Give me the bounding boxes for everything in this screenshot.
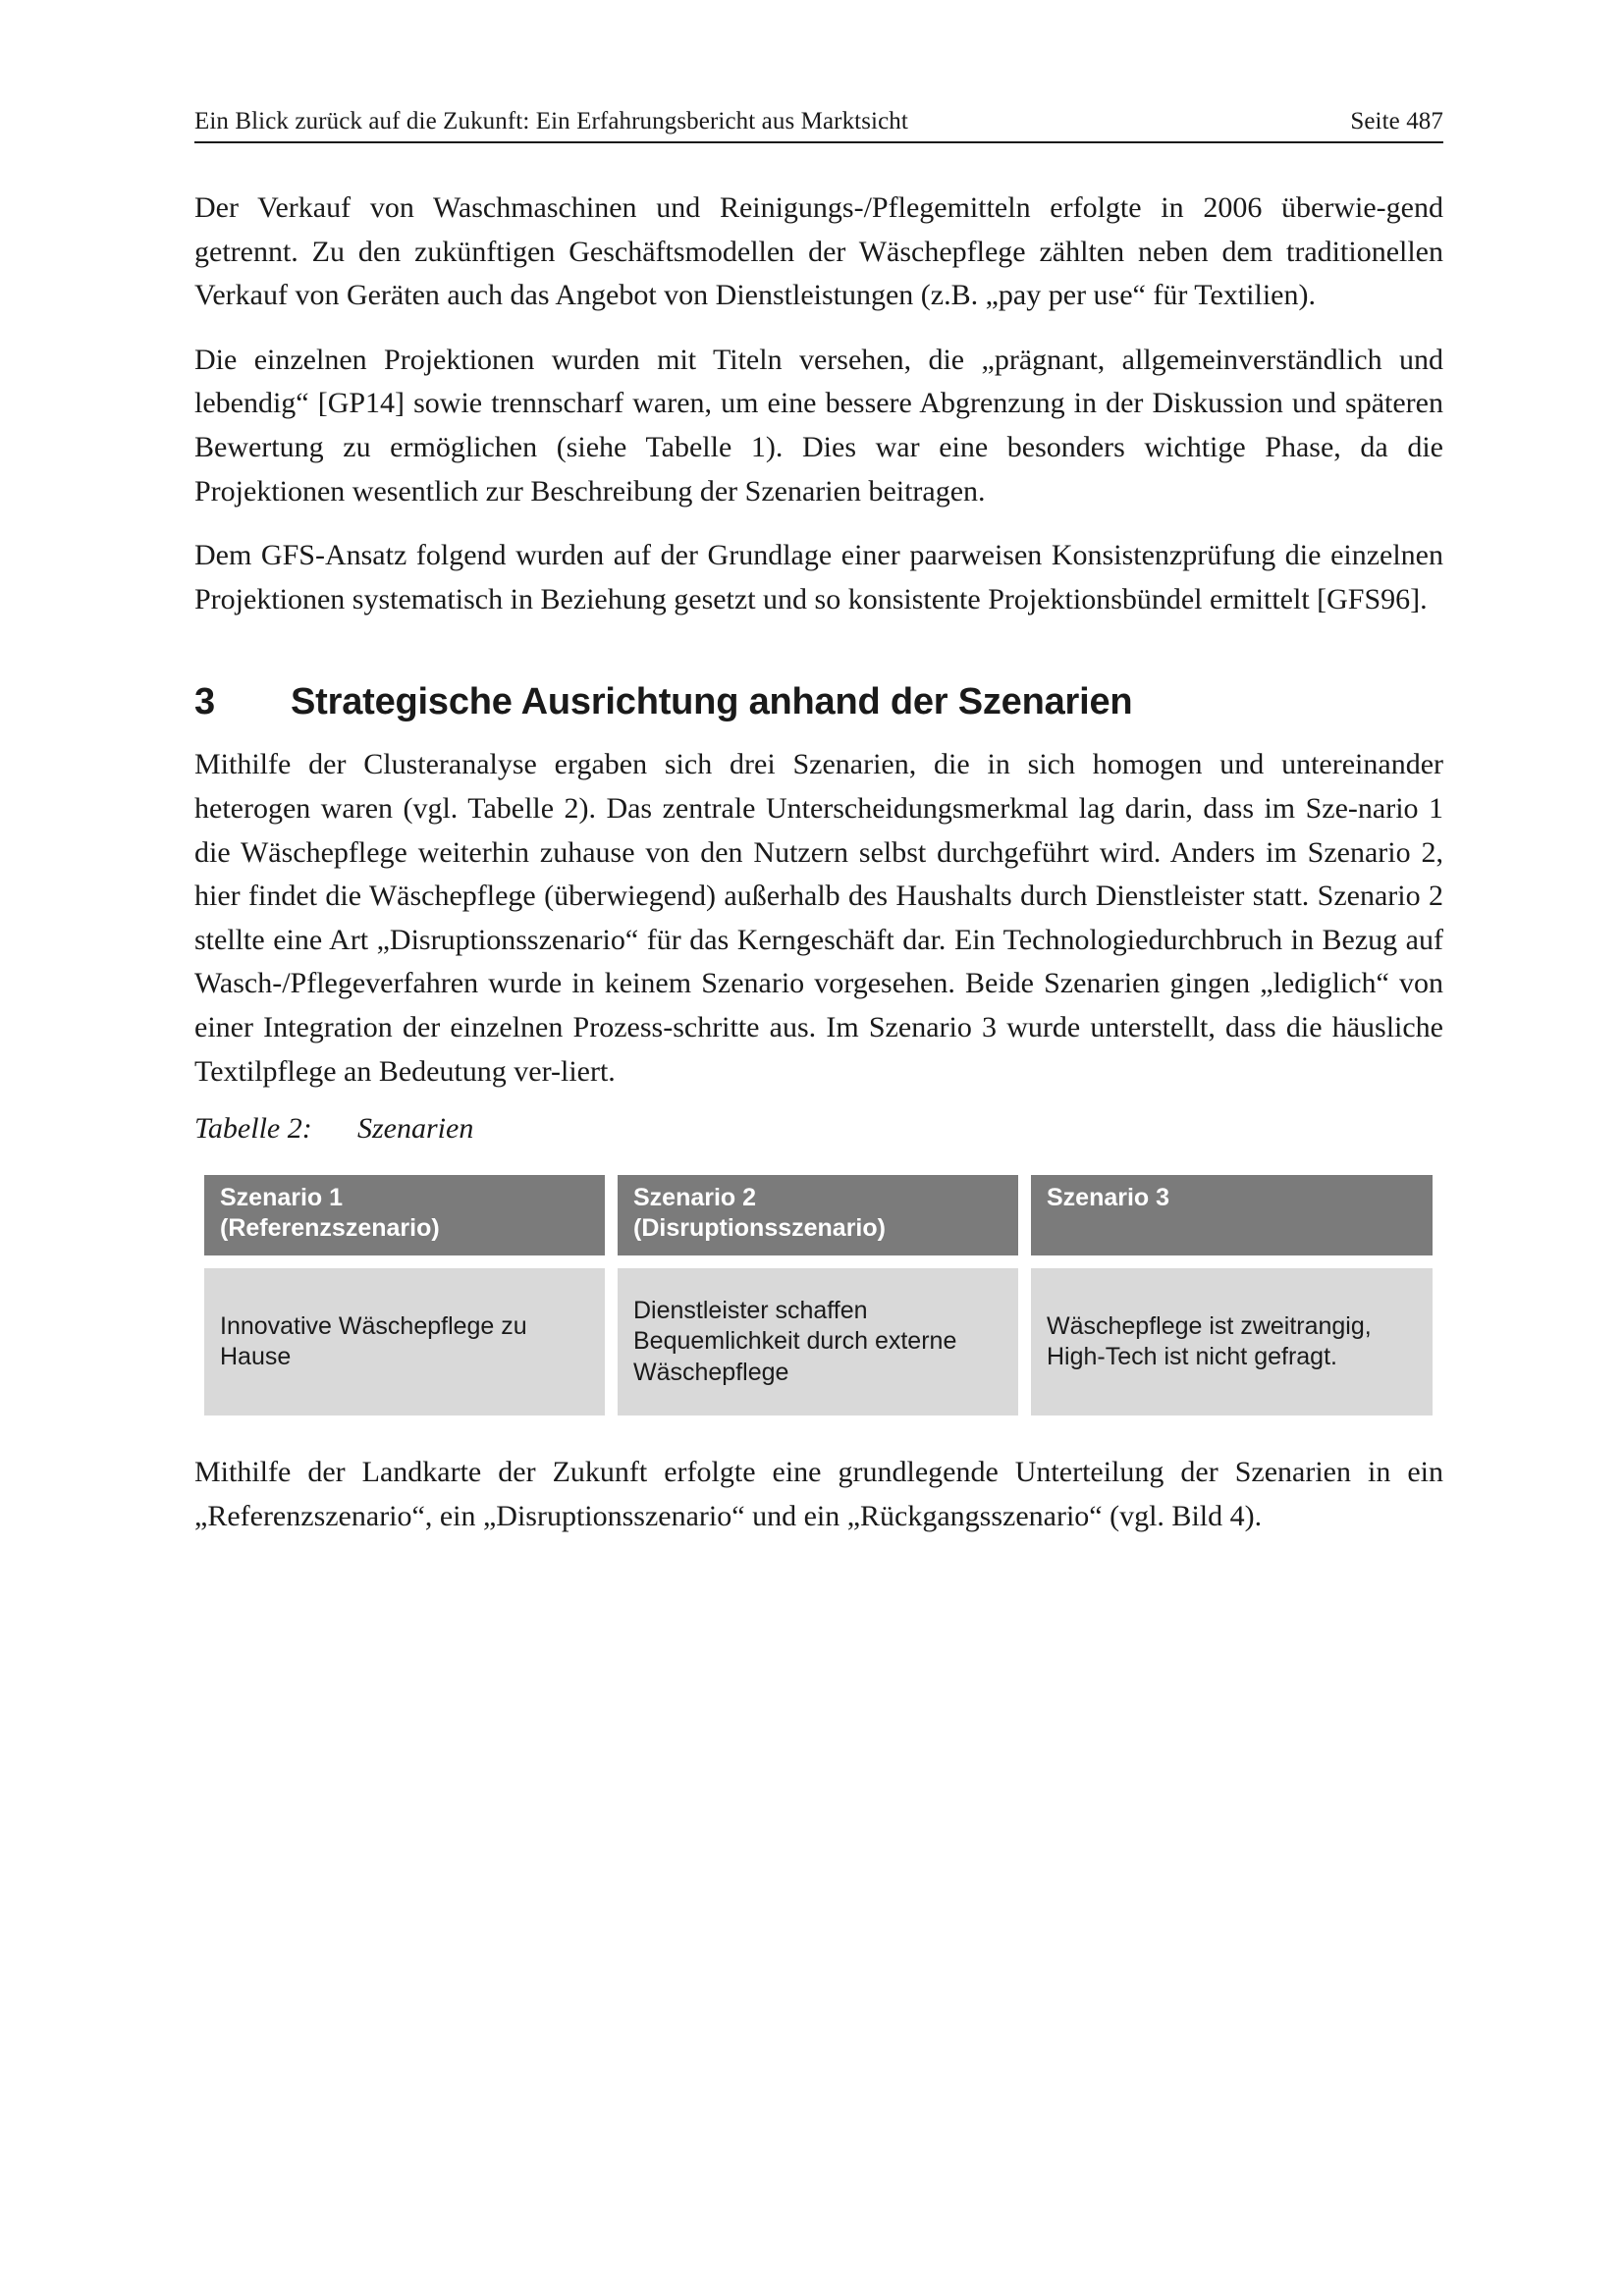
section-number: 3 <box>194 681 215 723</box>
running-title: Ein Blick zurück auf die Zukunft: Ein Erfahrungsbericht aus Marktsicht <box>194 108 908 134</box>
scenario-title: Szenario 3 <box>1047 1184 1170 1212</box>
scenario-title: Szenario 2 <box>633 1184 757 1212</box>
table-header-cell <box>204 1175 605 1255</box>
paragraph-projection-titles: Die einzelnen Projektionen wurden mit Titeln versehen, die „prägnant, allgemeinverständlich und lebendig“ [GP14] sowie trennscharf waren, um eine bessere Abgrenzung in der Diskussion und späteren Bewertung zu ermöglichen (siehe Tabelle 1). Dies war eine besonders wichtige Phase, da die Projektionen wesentlich zur Beschreibung der Szenarien beitragen. <box>194 343 1443 507</box>
table-body-cell <box>204 1268 605 1415</box>
table-body-cell <box>1031 1268 1433 1415</box>
table-caption <box>194 1107 1443 1150</box>
document-page <box>194 106 1443 1538</box>
scenario-description: Wäschepflege ist zweitrangig, High-Tech ist nicht gefragt. <box>1047 1311 1372 1371</box>
table-header-cell <box>618 1175 1018 1255</box>
table-header-cell <box>1031 1175 1433 1255</box>
table-body-cell <box>618 1268 1018 1415</box>
paragraph-sales: Der Verkauf von Waschmaschinen und Reinigungs-/Pflegemitteln erfolgte in 2006 überwie-gend getrennt. Zu den zukünftigen Geschäftsmodellen der Wäschepflege zählten neben dem traditionellen Verkauf von Geräten auch das Angebot von Dienstleistungen (z.B. „pay per use“ für Textilien). <box>194 191 1443 312</box>
scenario-title: Szenario 1 <box>220 1184 344 1212</box>
section-heading <box>194 678 1443 725</box>
scenario-description: Innovative Wäschepflege zu Hause <box>220 1311 527 1371</box>
section-title: Strategische Ausrichtung anhand der Szenarien <box>291 681 1133 723</box>
page-number: Seite 487 <box>1350 108 1443 134</box>
table-caption-title: Szenarien <box>357 1112 474 1146</box>
running-header <box>194 106 1443 143</box>
scenario-subtitle: (Disruptionsszenario) <box>633 1214 886 1243</box>
table-caption-label: Tabelle 2: <box>194 1112 312 1146</box>
paragraph-gfs-approach: Dem GFS-Ansatz folgend wurden auf der Grundlage einer paarweisen Konsistenzprüfung die einzelnen Projektionen systematisch in Beziehung gesetzt und so konsistente Projektionsbündel ermittelt [GFS96]. <box>194 539 1443 615</box>
scenario-description: Dienstleister schaffen Bequemlichkeit durch externe Wäschepflege <box>633 1296 957 1386</box>
paragraph-future-map: Mithilfe der Landkarte der Zukunft erfolgte eine grundlegende Unterteilung der Szenarien in ein „Referenzszenario“, ein „Disruptionsszenario“ und ein „Rückgangsszenario“ (vgl. Bild 4). <box>194 1456 1443 1532</box>
paragraph-cluster-analysis: Mithilfe der Clusteranalyse ergaben sich drei Szenarien, die in sich homogen und untereinander heterogen waren (vgl. Tabelle 2). Das zentrale Unterscheidungsmerkmal lag darin, dass im Sze-nario 1 die Wäschepflege weiterhin zuhause von den Nutzern selbst durchgeführt wird. Anders im Szenario 2, hier findet die Wäschepflege (überwiegend) außerhalb des Haushalts durch Dienstleister statt. Szenario 2 stellte eine Art „Disruptionsszenario“ für das Kerngeschäft dar. Ein Technologiedurchbruch in Bezug auf Wasch-/Pflegeverfahren wurde in keinem Szenario vorgesehen. Beide Szenarien gingen „lediglich“ von einer Integration der einzelnen Prozess-schritte aus. Im Szenario 3 wurde unterstellt, dass die häusliche Textilpflege an Bedeutung ver-liert. <box>194 748 1443 1088</box>
scenario-table <box>204 1175 1433 1415</box>
scenario-subtitle: (Referenzszenario) <box>220 1214 440 1243</box>
